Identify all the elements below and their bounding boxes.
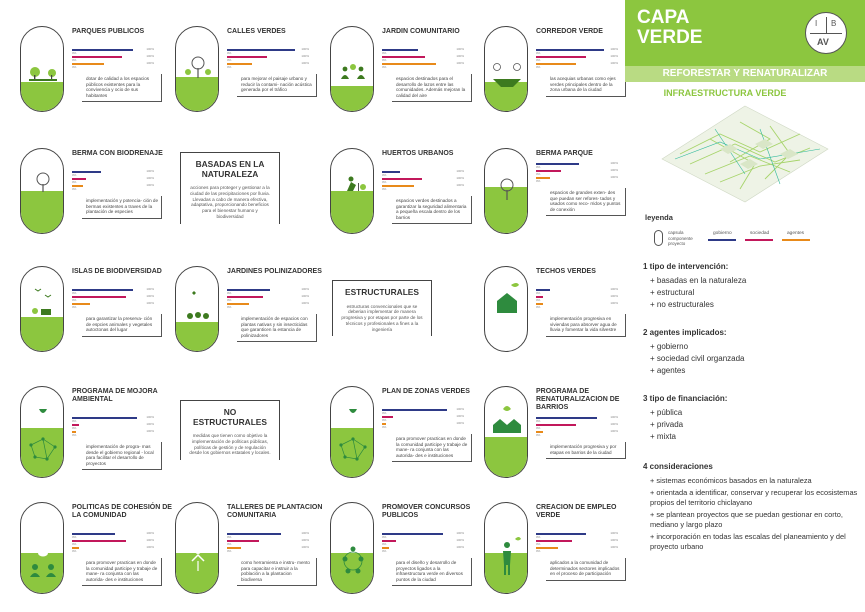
- garden-people-icon: [331, 27, 374, 112]
- agentes-bar: 0% 100%: [227, 301, 309, 309]
- project-capsule: [484, 148, 528, 234]
- project-capsule: [175, 266, 219, 352]
- project-card: [484, 266, 639, 376]
- house-leaf-icon: [485, 267, 528, 352]
- agentes-bar: 0% 100%: [536, 301, 618, 309]
- agentes-bar: 0% 100%: [227, 545, 309, 553]
- sociedad-bar: 0% 100%: [72, 294, 154, 302]
- agent-bars: [382, 47, 464, 69]
- category-title: NO ESTRUCTURALES: [193, 407, 267, 427]
- agentes-bar: 0% 100%: [72, 61, 154, 69]
- tree-icon: [21, 149, 64, 234]
- section-heading: 4 consideraciones: [643, 462, 713, 471]
- legend-item-gobierno: gobierno: [713, 231, 732, 236]
- project-card: [20, 26, 175, 136]
- agent-bars: [72, 415, 154, 437]
- agentes-bar: 0% 100%: [382, 545, 464, 553]
- farmer-icon: [331, 149, 374, 234]
- category-bracket-card: [180, 152, 280, 224]
- gobierno-bar: 0% 100%: [382, 169, 464, 177]
- gobierno-bar: 0% 100%: [536, 47, 618, 55]
- agent-bars: [227, 287, 309, 309]
- agentes-bar: 0% 100%: [382, 183, 464, 191]
- section-item: + privada: [650, 420, 684, 429]
- legend-line-gobierno: [708, 239, 736, 241]
- project-card: [20, 148, 175, 258]
- sociedad-bar: 0% 100%: [72, 54, 154, 62]
- agent-bars: [227, 531, 309, 553]
- project-card: [330, 502, 485, 612]
- project-title: PROGRAMA DE RENATURALIZACION DE BARRIOS: [536, 388, 620, 411]
- project-description: para mejorar el paisaje urbano y reducir la contami- nación acústica generada por el tráfico: [237, 74, 317, 97]
- project-capsule: [20, 386, 64, 478]
- agent-bars: [72, 169, 154, 191]
- agentes-bar: 0% 100%: [72, 429, 154, 437]
- project-description: para el diseño y desarrollo de proyectos ligados a la infraestructura verde en diversos puntos de la ciudad: [392, 558, 472, 586]
- project-card: [20, 266, 175, 376]
- project-title: PLAN DE ZONAS VERDES: [382, 388, 470, 395]
- project-description: implementación progresiva y por etapas en barrios de la ciudad: [546, 442, 626, 459]
- project-title: POLITICAS DE COHESIÓN DE LA COMUNIDAD: [72, 504, 172, 519]
- project-capsule: [484, 502, 528, 594]
- project-title: PROGRAMA DE MOJORA AMBIENTAL: [72, 388, 158, 403]
- sociedad-bar: 0% 100%: [536, 422, 618, 430]
- logo: [805, 12, 847, 54]
- section-item: + incorporación en todas las escalas del planeamiento y del proyecto urbano: [650, 532, 846, 551]
- gobierno-bar: 0% 100%: [72, 287, 154, 295]
- project-description: para promover practicas en donde la comunidad participe y trabaje de mane- ra conjunta con las autorida- des e instituciones: [82, 558, 162, 586]
- capa-verde-header: [625, 0, 865, 66]
- agentes-bar: 0% 100%: [382, 421, 464, 429]
- gobierno-bar: 0% 100%: [72, 531, 154, 539]
- people-circle-icon: [331, 503, 374, 594]
- capa-verde-title: [637, 8, 702, 48]
- agent-bars: [536, 161, 618, 183]
- agentes-bar: 0% 100%: [72, 183, 154, 191]
- project-title: ISLAS DE BIODIVERSIDAD: [72, 268, 162, 275]
- section-item: + agentes: [650, 366, 686, 375]
- logo-letters-av: AV: [817, 37, 829, 47]
- agentes-bar: 0% 100%: [536, 61, 618, 69]
- section-item: + gobierno: [650, 342, 689, 351]
- category-bracket-card: [180, 400, 280, 460]
- agent-bars: [382, 531, 464, 553]
- section-item: + pública: [650, 408, 683, 417]
- gobierno-bar: 0% 100%: [72, 169, 154, 177]
- agentes-bar: 0% 100%: [536, 175, 618, 183]
- agent-bars: [536, 287, 618, 309]
- sociedad-bar: 0% 100%: [72, 176, 154, 184]
- project-description: aplicados a la comunidad de determinados sectores implicados en el proceso de participación: [546, 558, 626, 581]
- agent-bars: [227, 47, 309, 69]
- sociedad-bar: 0% 100%: [536, 538, 618, 546]
- agentes-bar: 0% 100%: [227, 61, 309, 69]
- legend-capsule-icon: [654, 230, 663, 246]
- agentes-bar: 0% 100%: [536, 545, 618, 553]
- section-item: + no estructurales: [650, 300, 714, 309]
- infra-title: INFRAESTRUCTURA VERDE: [663, 88, 787, 98]
- project-description: para garantizar la preserva- ción de espcies animales y vegetales autoctonas del lugar: [82, 314, 162, 337]
- project-card: [484, 26, 639, 136]
- project-description: implementación y potencia- ción de bermas existentes a traves de la plantación de especies: [82, 196, 162, 219]
- project-capsule: [20, 26, 64, 112]
- agentes-bar: 0% 100%: [72, 301, 154, 309]
- gobierno-bar: 0% 100%: [536, 287, 618, 295]
- project-capsule: [20, 502, 64, 594]
- project-description: implementación de progra- mas desde el gobierno regional - local para facilitar el desarrollo de proyectos: [82, 442, 162, 470]
- project-card: [175, 26, 330, 136]
- people-chat-icon: [21, 503, 64, 594]
- worker-icon: [485, 503, 528, 594]
- agentes-bar: 0% 100%: [536, 429, 618, 437]
- agent-bars: [72, 531, 154, 553]
- project-capsule: [330, 386, 374, 478]
- project-description: para promover practicas en donde la comunidad participe y trabaje de mane- ra conjunta con las autorida- des e instituciones: [392, 434, 472, 462]
- project-capsule: [330, 148, 374, 234]
- category-bracket-card: [332, 280, 432, 336]
- gobierno-bar: 0% 100%: [382, 531, 464, 539]
- agent-bars: [536, 47, 618, 69]
- category-title: ESTRUCTURALES: [345, 287, 419, 297]
- pollinator-icon: [176, 267, 219, 352]
- title-line-1: CAPA: [637, 7, 690, 28]
- gobierno-bar: 0% 100%: [227, 47, 309, 55]
- section-item: + basadas en la naturaleza: [650, 276, 747, 285]
- project-title: CREACION DE EMPLEO VERDE: [536, 504, 617, 519]
- project-title: TECHOS VERDES: [536, 268, 596, 275]
- project-capsule: [20, 148, 64, 234]
- sociedad-bar: 0% 100%: [72, 422, 154, 430]
- network-icon: [331, 387, 374, 478]
- project-description: espacios destinados para el desarrollo de lazos entre las comunidades. Además mejoran la calidad del aire: [392, 74, 472, 102]
- category-description: estructuras convencionales que se deberian implementar de manera progresiva y por etapas por parte de los técnicos y profesionales a fines a la ingeniería: [341, 303, 423, 332]
- project-description: implementación de espacios con plantas nativas y sin insecticidas que garanticen la estancia de polinizadores: [237, 314, 317, 342]
- project-card: [330, 386, 485, 496]
- project-card: [20, 386, 175, 496]
- trees-icon: [485, 149, 528, 234]
- project-card: [20, 502, 175, 612]
- project-capsule: [484, 26, 528, 112]
- project-title: JARDINES POLINIZADORES: [227, 268, 322, 275]
- project-title: PROMOVER CONCURSOS PUBLICOS: [382, 504, 471, 519]
- trees-icon: [176, 27, 219, 112]
- category-title: BASADAS EN LA NATURALEZA: [195, 159, 265, 179]
- project-description: espacios de grandes exten- des que puedan ser refores- tados y usados como reco- rridos y puntos de conexión: [546, 188, 626, 216]
- section-item: + mixta: [650, 432, 677, 441]
- project-title: HUERTOS URBANOS: [382, 150, 454, 157]
- sociedad-bar: 0% 100%: [227, 54, 309, 62]
- legend-item-agentes: agentes: [787, 231, 805, 236]
- agent-bars: [536, 415, 618, 437]
- project-description: como herramienta e instru- mento para capacitar e instruir a la población a la plantacion biodiversa: [237, 558, 317, 586]
- gobierno-bar: 0% 100%: [382, 407, 464, 415]
- houses-leaf-icon: [485, 387, 528, 478]
- legend-line-sociedad: [745, 239, 773, 241]
- project-description: las acequias urbanas como ejes verdes principales dentro de la zona urbana de la ciudad: [546, 74, 626, 97]
- planting-icon: [176, 503, 219, 594]
- section-item: + estructural: [650, 288, 695, 297]
- agentes-bar: 0% 100%: [72, 545, 154, 553]
- sociedad-bar: 0% 100%: [227, 538, 309, 546]
- project-capsule: [175, 502, 219, 594]
- logo-letter-i: I: [815, 19, 818, 28]
- project-title: CORREDOR VERDE: [536, 28, 603, 35]
- project-title: BERMA CON BIODRENAJE: [72, 150, 163, 157]
- section-heading: 2 agentes implicados:: [643, 328, 727, 337]
- project-description: espacios verdes destinados a garantizar la seguridad alimentaria a pequeña escala dentro de los barrios: [392, 196, 472, 224]
- project-title: BERMA PARQUE: [536, 150, 593, 157]
- agent-bars: [382, 169, 464, 191]
- project-card: [175, 266, 330, 376]
- section-item: + orientada a identificar, conservar y recuperar los ecosistemas propios del territorio chiclayano: [650, 488, 858, 507]
- project-description: implementación progresiva en viviendas para absorver agua de lluvia y fomentar la vida silvestre: [546, 314, 626, 337]
- city-map-illustration: [660, 104, 830, 204]
- legend-item-sociedad: sociedad: [750, 231, 770, 236]
- project-title: JARDIN COMUNITARIO: [382, 28, 460, 35]
- category-description: medidas que tienen como objetivo la implementación de políticas públicas, políticas de gestión y de regulación desde los gobiernos estatales y locales.: [189, 433, 271, 456]
- agent-bars: [72, 47, 154, 69]
- section-heading: 3 tipo de financiación:: [643, 394, 728, 403]
- section-item: + sistemas económicos basados en la naturaleza: [650, 476, 812, 485]
- gobierno-bar: 0% 100%: [72, 415, 154, 423]
- agentes-bar: 0% 100%: [382, 61, 464, 69]
- sociedad-bar: 0% 100%: [382, 176, 464, 184]
- sociedad-bar: 0% 100%: [536, 294, 618, 302]
- sociedad-bar: 0% 100%: [382, 538, 464, 546]
- gobierno-bar: 0% 100%: [72, 47, 154, 55]
- project-capsule: [330, 502, 374, 594]
- project-title: TALLERES DE PLANTACION COMUNITARIA: [227, 504, 323, 519]
- legend-line-agentes: [782, 239, 810, 241]
- network-icon: [21, 387, 64, 478]
- gobierno-bar: 0% 100%: [227, 287, 309, 295]
- title-line-2: VERDE: [637, 27, 703, 48]
- section-item: + se plantean proyectos que se puedan gestionar en corto, mediano y largo plazo: [650, 510, 843, 529]
- sociedad-bar: 0% 100%: [72, 538, 154, 546]
- section-item: + sociedad civil organzada: [650, 354, 745, 363]
- sociedad-bar: 0% 100%: [382, 414, 464, 422]
- agent-bars: [536, 531, 618, 553]
- gobierno-bar: 0% 100%: [227, 531, 309, 539]
- project-card: [484, 148, 639, 258]
- sociedad-bar: 0% 100%: [536, 168, 618, 176]
- project-card: [484, 386, 639, 496]
- sociedad-bar: 0% 100%: [382, 54, 464, 62]
- legend-capsule-label: capsula componente proyecto: [668, 230, 693, 246]
- project-card: [330, 26, 485, 136]
- gobierno-bar: 0% 100%: [536, 161, 618, 169]
- project-capsule: [484, 386, 528, 478]
- sociedad-bar: 0% 100%: [227, 294, 309, 302]
- project-capsule: [175, 26, 219, 112]
- birds-icon: [21, 267, 64, 352]
- project-capsule: [20, 266, 64, 352]
- agent-bars: [382, 407, 464, 429]
- subtitle-banner: REFORESTAR Y RENATURALIZAR: [625, 66, 865, 82]
- gobierno-bar: 0% 100%: [536, 531, 618, 539]
- project-card: [484, 502, 639, 612]
- sociedad-bar: 0% 100%: [536, 54, 618, 62]
- project-card: [175, 502, 330, 612]
- gobierno-bar: 0% 100%: [536, 415, 618, 423]
- section-heading: 1 tipo de intervención:: [643, 262, 729, 271]
- project-capsule: [330, 26, 374, 112]
- gobierno-bar: 0% 100%: [382, 47, 464, 55]
- project-capsule: [484, 266, 528, 352]
- park-icon: [21, 27, 64, 112]
- category-description: acciones para proteger y gestionar a la ciudad de las precipitaciones por lluvia. Llevadas a cabo de manera efectiva, adaptativa, proporcionando beneficios para el bienestar humano y biodiversidad: [190, 185, 270, 219]
- logo-letter-b: B: [831, 19, 837, 28]
- corridor-icon: [485, 27, 528, 112]
- project-card: [330, 148, 485, 258]
- agent-bars: [72, 287, 154, 309]
- project-description: dotar de calidad a los espacios públicos existentes para la convivencia y ocio de sus habitantes: [82, 74, 162, 102]
- legend-heading: leyenda: [645, 213, 673, 222]
- project-title: CALLES VERDES: [227, 28, 286, 35]
- project-title: PARQUES PUBLICOS: [72, 28, 145, 35]
